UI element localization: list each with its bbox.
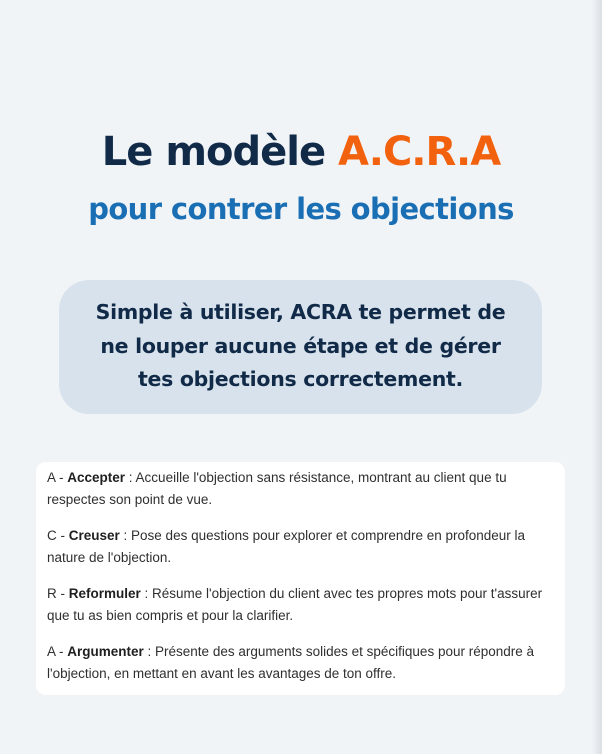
step-description-continued: que tu as bien compris et pour la clarifier. <box>47 608 294 623</box>
step-line <box>47 641 553 663</box>
step-description-continued: respectes son point de vue. <box>47 492 213 507</box>
title-prefix: Le modèle <box>101 129 326 175</box>
step-reformuler <box>47 583 553 627</box>
step-description: : Présente des arguments solides et spécifiques pour répondre à <box>143 644 535 659</box>
step-letter: A <box>47 470 56 485</box>
step-separator: - <box>55 470 68 485</box>
callout-line: ne louper aucune étape et de gérer <box>100 333 501 358</box>
step-description: : Résume l'objection du client avec tes propres mots pour t'assurer <box>140 586 543 601</box>
step-description: : Accueille l'objection sans résistance, montrant au client que tu <box>125 470 507 485</box>
callout-line: tes objections correctement. <box>138 367 463 391</box>
step-separator: - <box>55 644 68 659</box>
summary-callout <box>59 280 542 414</box>
right-edge-shadow <box>592 0 602 754</box>
title-accent: A.C.R.A <box>338 129 501 175</box>
callout-line: Simple à utiliser, ACRA te permet de <box>95 300 506 324</box>
step-keyword: Creuser <box>68 528 120 543</box>
step-accepter <box>47 467 553 511</box>
step-separator: - <box>56 586 69 601</box>
step-creuser <box>47 525 553 569</box>
step-keyword: Reformuler <box>68 586 141 601</box>
step-letter: R <box>47 586 57 601</box>
step-line <box>47 467 553 489</box>
page-subtitle: pour contrer les objections <box>88 192 514 226</box>
step-keyword: Argumenter <box>67 644 144 659</box>
page-title <box>0 124 602 180</box>
step-keyword: Accepter <box>67 470 126 485</box>
step-description-continued: nature de l'objection. <box>47 550 172 565</box>
steps-card <box>36 462 565 695</box>
step-description-continued: l'objection, en mettant en avant les avantages de ton offre. <box>47 666 397 681</box>
step-argumenter <box>47 641 553 685</box>
step-separator: - <box>56 528 69 543</box>
step-description: : Pose des questions pour explorer et comprendre en profondeur la <box>119 528 526 543</box>
step-line <box>47 583 553 605</box>
step-letter: A <box>47 644 56 659</box>
step-line <box>47 525 553 547</box>
step-letter: C <box>47 528 57 543</box>
